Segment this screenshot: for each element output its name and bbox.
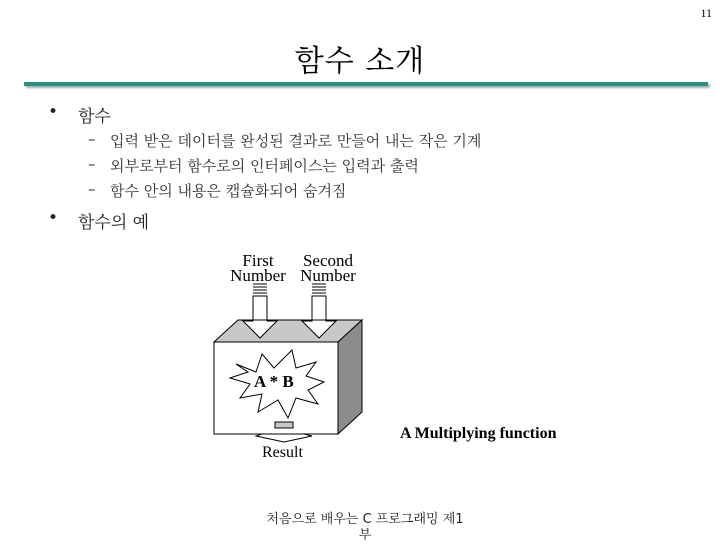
dash-marker: – bbox=[88, 130, 96, 148]
footer-line-1: 처음으로 배우는 C 프로그래밍 제1 bbox=[266, 512, 464, 527]
bullet-text: 함수의 예 bbox=[78, 213, 150, 233]
sub-bullet-text: 함수 안의 내용은 캡슐화되어 숨겨짐 bbox=[110, 182, 347, 200]
result-label: Result bbox=[262, 444, 303, 461]
bullet-marker: • bbox=[48, 102, 59, 122]
page-number: 11 bbox=[700, 6, 712, 20]
first-number-label: First Number bbox=[230, 251, 286, 285]
footer bbox=[250, 512, 480, 544]
bullet-marker: • bbox=[48, 208, 59, 228]
second-number-label: Second Number bbox=[300, 251, 356, 285]
function-diagram bbox=[200, 240, 680, 480]
title-divider bbox=[24, 82, 708, 86]
diagram-caption: A Multiplying function bbox=[400, 425, 557, 442]
dash-marker: – bbox=[88, 180, 96, 198]
operation-text: A * B bbox=[254, 372, 294, 391]
slide-title: 함수 소개 bbox=[294, 44, 426, 79]
sub-bullet-text: 외부로부터 함수로의 인터페이스는 입력과 출력 bbox=[110, 157, 419, 175]
dash-marker: – bbox=[88, 155, 96, 173]
bullet-text: 함수 bbox=[78, 107, 111, 127]
sub-bullet-text: 입력 받은 데이터를 완성된 결과로 만들어 내는 작은 기계 bbox=[110, 132, 482, 150]
footer-line-2: 부 bbox=[358, 528, 372, 543]
